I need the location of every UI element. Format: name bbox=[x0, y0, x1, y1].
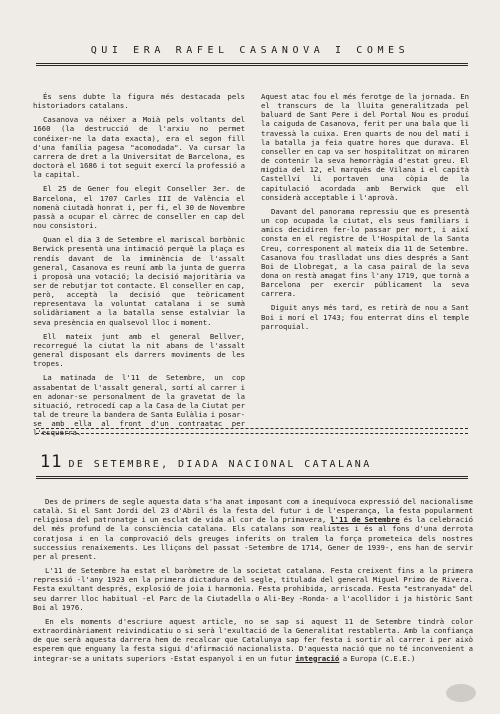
article2-body bbox=[33, 497, 473, 668]
paragraph: La matinada de l'11 de Setembre, un cop assabentat de l'assalt general, sortí al carrer i en adonar-se personalment de la gravetat de la situació, retrocedí cap a la Casa de la Ciutat per tal de treure la bandera de Santa Eulàlia i posar-se amb ella al front d'un contraatac per l'esquerra. bbox=[33, 373, 245, 438]
paragraph: Quan el dia 3 de Setembre el mariscal borbònic Berwick presentà una intimació perquè la plaça es rendís davant de la imminència de l'assalt general, Casanova es reuní amb la junta de guerra i proposà una votació; la decisió majoritària va ser de rebutjar tot contacte. El conseller en cap, però, acceptà la decisió que teòricament representava la voluntat catalana i se sumà solidàriament a la batalla sense estalviar la seva presència en qualsevol lloc i moment. bbox=[33, 235, 245, 327]
paragraph: Ell mateix junt amb el general Bellver, recorregué la ciutat la nit abans de l'assalt general disposant els darrers moviments de les tropes. bbox=[33, 331, 245, 369]
paragraph: Des de primers de segle aquesta data s'ha anat imposant com a inequívoca expressió del nacionalisme català. Si el Sant Jordi del 23 d'Abril és la festa del futur i de l'esperança, la festa popularment religiosa del patronatge i un esclat de vida al cor de la primavera, l'11 de Setembre és la celebració del més profund de la consciència catalana. Els catalans som realistes i és al fons d'una derrota coratjosa i en la comprovació dels greuges inferits on tralem la força prometeica dels nostres successius renaixements. Les lliçons del passat -Setembre de 1714, Gener de 1939-, ens han de servir per al present. bbox=[33, 497, 474, 561]
article-right-column bbox=[261, 92, 469, 336]
highlighted-date: l'11 de Setembre bbox=[330, 515, 400, 525]
paragraph: L'11 de Setembre ha estat el baròmetre de la societat catalana. Festa creixent fins a la primera repressió -l'any 1923 en la primera dictadura del segle, titulada del general Miguel Primo de Rivera. Festa exultant després, explosió de joia i harmonia. Festa prohibida, arriscada. Festa "estranyada" del seu darrer lloc habitual -el Parc de la Ciutadella o Ali-Bey -Ronda- a l'acollidor i ja històric Sant Boi al 1976. bbox=[33, 566, 473, 612]
ink-stamp bbox=[446, 684, 476, 702]
paragraph: El 25 de Gener fou elegit Conseller 3er. de Barcelona, el 1707 Carles III de València el nomenà ciutadà honrat i, per fi, el 30 de Novembre passà a ocupar el càrrec de conseller en cap del nou consistori. bbox=[33, 184, 245, 231]
paragraph: En els moments d'escriure aquest article, no se sap si aquest 11 de Setembre tindrà color extraordinàriament reivindicatiu o si serà l'exultació de la Generalitat restablerta. Amb la confiança de que serà aquesta darrera hem de recalcar que Catalunya sap fer festa i sortir al carrer i per això esperem que enguany la festa sigui d'afirmació nacionalista. D'aquesta nació que no té inconvenient a integrar-se a unitats superiors -Estat espanyol i en un futur integració a Europa (C.E.E.) bbox=[33, 616, 473, 663]
paragraph: Davant del panorama repressiu que es presentà un cop ocupada la ciutat, els seus familiars i amics decidiren fer-lo passar per mort, i així consta en el registre de l'Hospital de la Santa Creu, corresponent al mateix dia 11 de Setembre. Casanova fou traslladat uns dies després a Sant Boi de Llobregat, a la casa pairal de la seva dona on restà amagat fins l'any 1719, que tornà a Barcelona per exercir públicament la seva carrera. bbox=[261, 206, 469, 299]
article2-title-text: DE SETEMBRE, DIADA NACIONAL CATALANA bbox=[68, 459, 372, 470]
highlighted-word: integració bbox=[295, 653, 340, 663]
paragraph: Diguit anys més tard, es retirà de nou a Sant Boi i morí el 1743; fou enterrat dins el temple parroquial. bbox=[261, 303, 469, 331]
article-left-column bbox=[33, 92, 245, 442]
paragraph: Casanova va néixer a Moià pels voltants del 1660 (la destrucció de l'arxiu no permet conéixer-ne la data exacta), era el segon fill d'una família pagesa "acomodada". Va cursar la carrera de dret a la Universitat de Barcelona, es doctorà el 1686 i tot seguit exercí la professió a la capital. bbox=[33, 115, 245, 180]
title-divider bbox=[36, 63, 468, 66]
article2-title bbox=[40, 452, 372, 472]
title-divider bbox=[36, 476, 468, 479]
section-divider bbox=[36, 433, 468, 434]
article2-number: 11 bbox=[40, 452, 63, 472]
section-divider bbox=[36, 428, 468, 429]
paragraph: Aquest atac fou el més ferotge de la jornada. En el transcurs de la lluita generalitzada pel baluard de Sant Pere i del Portal Nou es produí la caiguda de Casanova, ferit per una bala que li travessà la cuixa. Eren quarts de nou del matí i la batalla ja feia quatre hores que durava. El conseller en cap va ser hospitalitzat on miraren de contenir la seva hemorràgia d'estat greu. El migdia del 12, el marquès de Vilana i el capità Castellví li portaven una còpia de la capitulació acordada amb Berwick que ell considerà acceptable i l'aprovà. bbox=[261, 92, 469, 202]
paragraph: És sens dubte la figura més destacada pels historiadors catalans. bbox=[33, 92, 245, 111]
article-title: QUI ERA RAFEL CASANOVA I COMES bbox=[90, 45, 410, 56]
